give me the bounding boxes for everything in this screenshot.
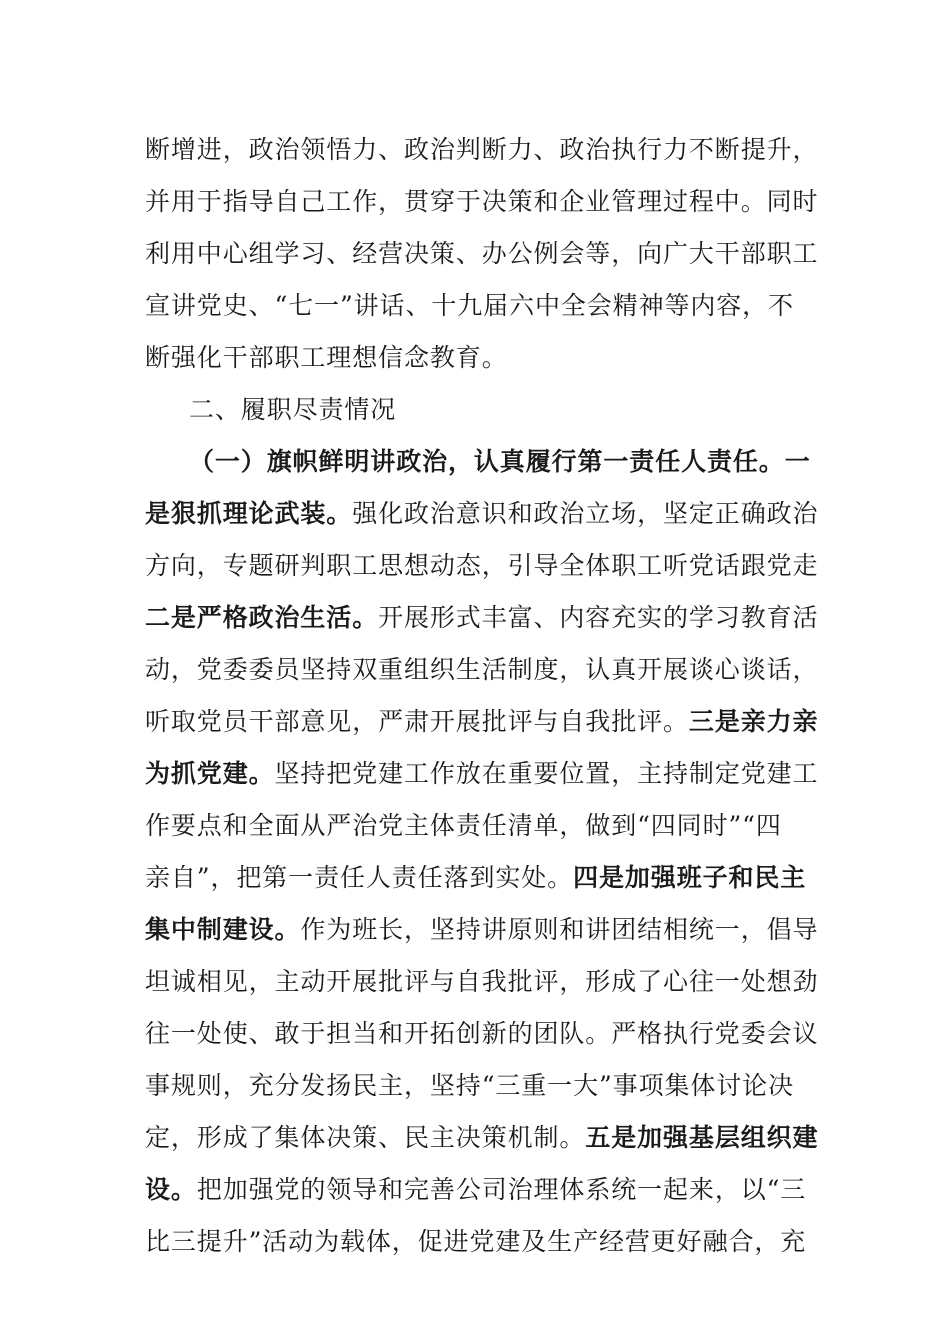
paragraph-line <box>145 1112 819 1164</box>
paragraph-line <box>145 644 819 696</box>
text-segment: 方向，专题研判职工思想动态，引导全体职工听党话跟党走 <box>145 551 819 580</box>
bold-text-segment: 二是严格政治生活。 <box>145 603 379 632</box>
paragraph-line <box>145 956 819 1008</box>
text-segment: 并用于指导自己工作，贯穿于决策和企业管理过程中。同时 <box>145 187 819 216</box>
paragraph-line <box>145 800 810 852</box>
text-segment: 宣讲党史、“七一”讲话、十九届六中全会精神等内容，不 <box>145 291 794 320</box>
bold-text-segment: 设。 <box>145 1175 197 1204</box>
text-segment: 亲自”，把第一责任人责任落到实处。 <box>145 863 574 892</box>
paragraph-line <box>145 1008 819 1060</box>
paragraph-line <box>145 696 819 748</box>
text-segment: 听取党员干部意见，严肃开展批评与自我批评。 <box>145 707 689 736</box>
text-segment: 把加强党的领导和完善公司治理体系统一起来，以“三 <box>196 1175 807 1204</box>
document-body <box>145 124 819 1268</box>
text-segment: 二、履职尽责情况 <box>189 395 397 424</box>
paragraph-line <box>145 280 810 332</box>
paragraph-line <box>145 488 819 540</box>
paragraph-line <box>145 176 819 228</box>
text-segment: 作要点和全面从严治党主体责任清单，做到“四同时”“四 <box>145 811 782 840</box>
paragraph-line <box>145 1216 810 1268</box>
paragraph-line <box>145 540 819 592</box>
text-segment: 动，党委委员坚持双重组织生活制度，认真开展谈心谈话， <box>145 655 819 684</box>
bold-text-segment: 是狠抓理论武装。 <box>145 499 353 528</box>
text-segment: 断强化干部职工理想信念教育。 <box>145 343 508 372</box>
paragraph-line <box>145 748 819 800</box>
text-segment: 事规则，充分发扬民主，坚持“三重一大”事项集体讨论决 <box>145 1071 794 1100</box>
bold-text-segment: 集中制建设。 <box>145 915 301 944</box>
paragraph-line <box>145 852 810 904</box>
text-segment: 利用中心组学习、经营决策、办公例会等，向广大干部职工 <box>145 239 819 268</box>
text-segment: 坚持把党建工作放在重要位置，主持制定党建工 <box>274 759 819 788</box>
paragraph-line <box>145 1060 810 1112</box>
bold-text-segment: （一）旗帜鲜明讲政治，认真履行第一责任人责任。一 <box>189 447 811 476</box>
text-segment: 定，形成了集体决策、民主决策机制。 <box>145 1123 586 1152</box>
bold-text-segment: 为抓党建。 <box>145 759 275 788</box>
text-segment: 作为班长，坚持讲原则和讲团结相统一，倡导 <box>300 915 819 944</box>
text-segment: 强化政治意识和政治立场，坚定正确政治 <box>352 499 819 528</box>
bold-text-segment: 三是亲力亲 <box>688 707 819 736</box>
bold-text-segment: 四是加强班子和民主 <box>573 863 807 892</box>
text-segment: 往一处使、敢于担当和开拓创新的团队。严格执行党委会议 <box>145 1019 819 1048</box>
paragraph-line <box>145 228 819 280</box>
paragraph-line <box>145 904 819 956</box>
text-segment: 比三提升”活动为载体，促进党建及生产经营更好融合，充 <box>145 1227 807 1256</box>
paragraph-line <box>145 332 810 384</box>
text-segment: 断增进，政治领悟力、政治判断力、政治执行力不断提升， <box>145 135 819 164</box>
paragraph-line <box>145 592 819 644</box>
bold-text-segment: 五是加强基层组织建 <box>585 1123 819 1152</box>
text-segment: 坦诚相见，主动开展批评与自我批评，形成了心往一处想劲 <box>145 967 819 996</box>
paragraph-line <box>145 1164 810 1216</box>
section-heading <box>145 384 810 436</box>
text-segment: 开展形式丰富、内容充实的学习教育活 <box>378 603 819 632</box>
subsection-heading-line <box>145 436 810 488</box>
paragraph-line <box>145 124 819 176</box>
